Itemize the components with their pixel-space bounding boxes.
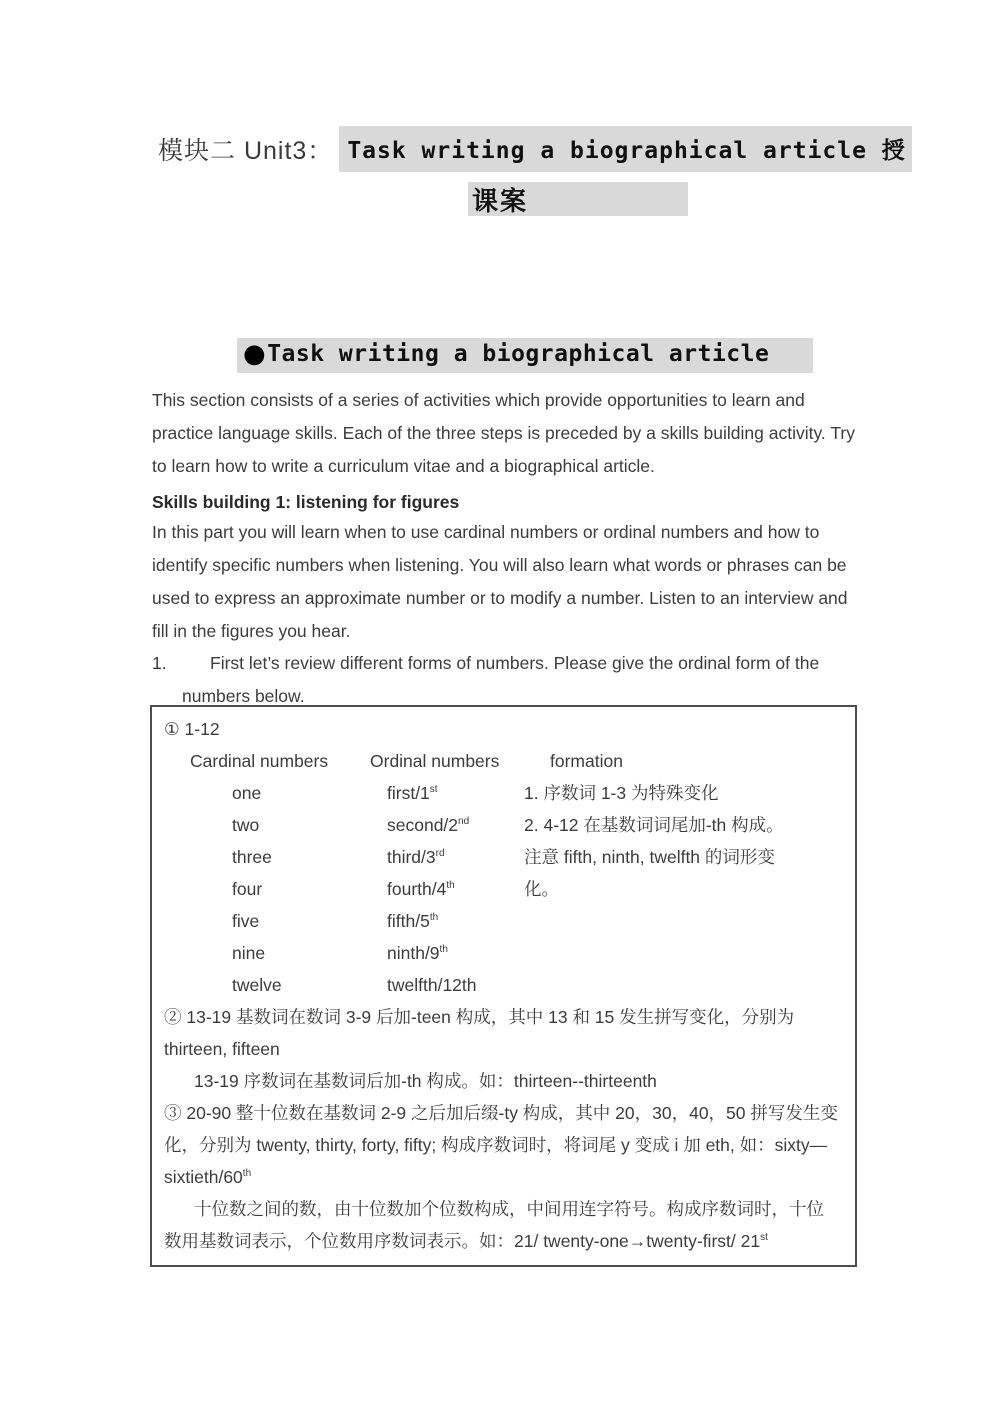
cardinal-cell: one [232,783,262,803]
ordinal-superscript: st [760,1232,768,1244]
doc-title-line2: 课案 [468,182,688,216]
item-number: 1. [152,653,167,673]
cardinal-cell: twelve [232,975,282,995]
formation-cell [524,905,843,937]
numbers-table-box [150,705,857,1267]
doc-title-highlight: Task writing a biographical article 授 [339,126,912,172]
intro-line: practice language skills. Each of the three steps is preceded by a skills building activity. Try [152,423,855,443]
ordinal-cell: third/3rd [387,847,445,867]
skills-paragraph [152,516,872,648]
ordinal-superscript: th [439,944,448,956]
box-note-4-line2: 数用基数词表示，个位数用序数词表示。如：21/ twenty-one→twenty-first/ 21st [164,1231,768,1251]
table-header-row [164,745,843,777]
formation-cell: 注意 fifth, ninth, twelfth 的词形变 [524,847,775,867]
skills-building-heading: Skills building 1: listening for figures [152,492,460,512]
cardinal-cell: nine [232,943,266,963]
ordinal-cell: fourth/4th [387,879,455,899]
table-row [164,777,843,809]
box-note-2-indent: 13-19 序数词在基数词后加-th 构成。如：thirteen--thirteenth [194,1071,657,1091]
ordinal-superscript: rd [435,848,445,860]
formation-cell: 2. 4-12 在基数词词尾加-th 构成。 [524,815,784,835]
cardinal-cell: two [232,815,260,835]
column-header-cardinal: Cardinal numbers [190,751,329,771]
item-text-line1: First let’s review different forms of numbers. Please give the ordinal form of the [210,653,820,673]
ordinal-superscript: th [429,912,439,924]
column-header-ordinal: Ordinal numbers [370,751,500,771]
ordinal-cell: twelfth/12th [387,975,477,995]
formation-cell: 化。 [524,879,559,899]
box-note-4-line1: 十位数之间的数，由十位数加个位数构成，中间用连字符号。构成序数词时，十位 [194,1199,824,1219]
table-row [164,969,843,1001]
cardinal-cell: five [232,911,260,931]
ordinal-cell: second/2nd [387,815,470,835]
item-text-line2: numbers below. [182,686,305,706]
bullet-icon: ● [243,339,267,369]
ordinal-superscript: th [242,1168,252,1180]
intro-paragraph [152,384,872,483]
table-row [164,873,843,905]
cardinal-cell: three [232,847,272,867]
section-heading-text: Task writing a biographical article [267,341,770,367]
formation-cell: 1. 序数词 1-3 为特殊变化 [524,783,719,803]
ordinal-superscript: st [429,784,438,796]
ordinal-superscript: nd [458,816,470,828]
ordinal-cell: fifth/5th [387,911,439,931]
formation-cell [524,969,843,1001]
box-section-1-label: ① 1-12 [164,719,220,739]
table-row [164,905,843,937]
table-row [164,937,843,969]
table-row [164,809,843,841]
table-row [164,841,843,873]
doc-title-line1 [158,126,912,172]
ordinal-cell: ninth/9th [387,943,448,963]
formation-cell [524,937,843,969]
ordinal-superscript: th [446,880,455,892]
cardinal-cell: four [232,879,263,899]
column-header-formation: formation [550,751,623,771]
doc-title-prefix: 模块二 Unit3： [158,137,334,165]
skills-line: In this part you will learn when to use cardinal numbers or ordinal numbers and how to [152,522,820,542]
box-note-3-line1: ③ 20-90 整十位数在基数词 2-9 之后加后缀-ty 构成，其中 20，30，40，50 拼写发生变 [164,1103,838,1123]
section-heading [237,338,813,373]
box-note-2-line1: ② 13-19 基数词在数词 3-9 后加-teen 构成，其中 13 和 15 发生拼写变化，分别为 [164,1007,795,1027]
ordinal-cell: first/1st [387,783,438,803]
skills-line: identify specific numbers when listening. You will also learn what words or phrases can be [152,555,847,575]
box-note-2-line2: thirteen, fifteen [164,1039,280,1059]
box-note-3-line3: sixtieth/60th [164,1167,252,1187]
list-item-1 [152,647,872,713]
intro-line: This section consists of a series of activities which provide opportunities to learn and [152,390,805,410]
box-note-3-line2: 化，分别为 twenty, thirty, forty, fifty; 构成序数词时，将词尾 y 变成 i 加 eth, 如：sixty— [164,1135,828,1155]
intro-line: to learn how to write a curriculum vitae and a biographical article. [152,456,655,476]
skills-line: fill in the figures you hear. [152,621,351,641]
skills-line: used to express an approximate number or to modify a number. Listen to an interview and [152,588,848,608]
